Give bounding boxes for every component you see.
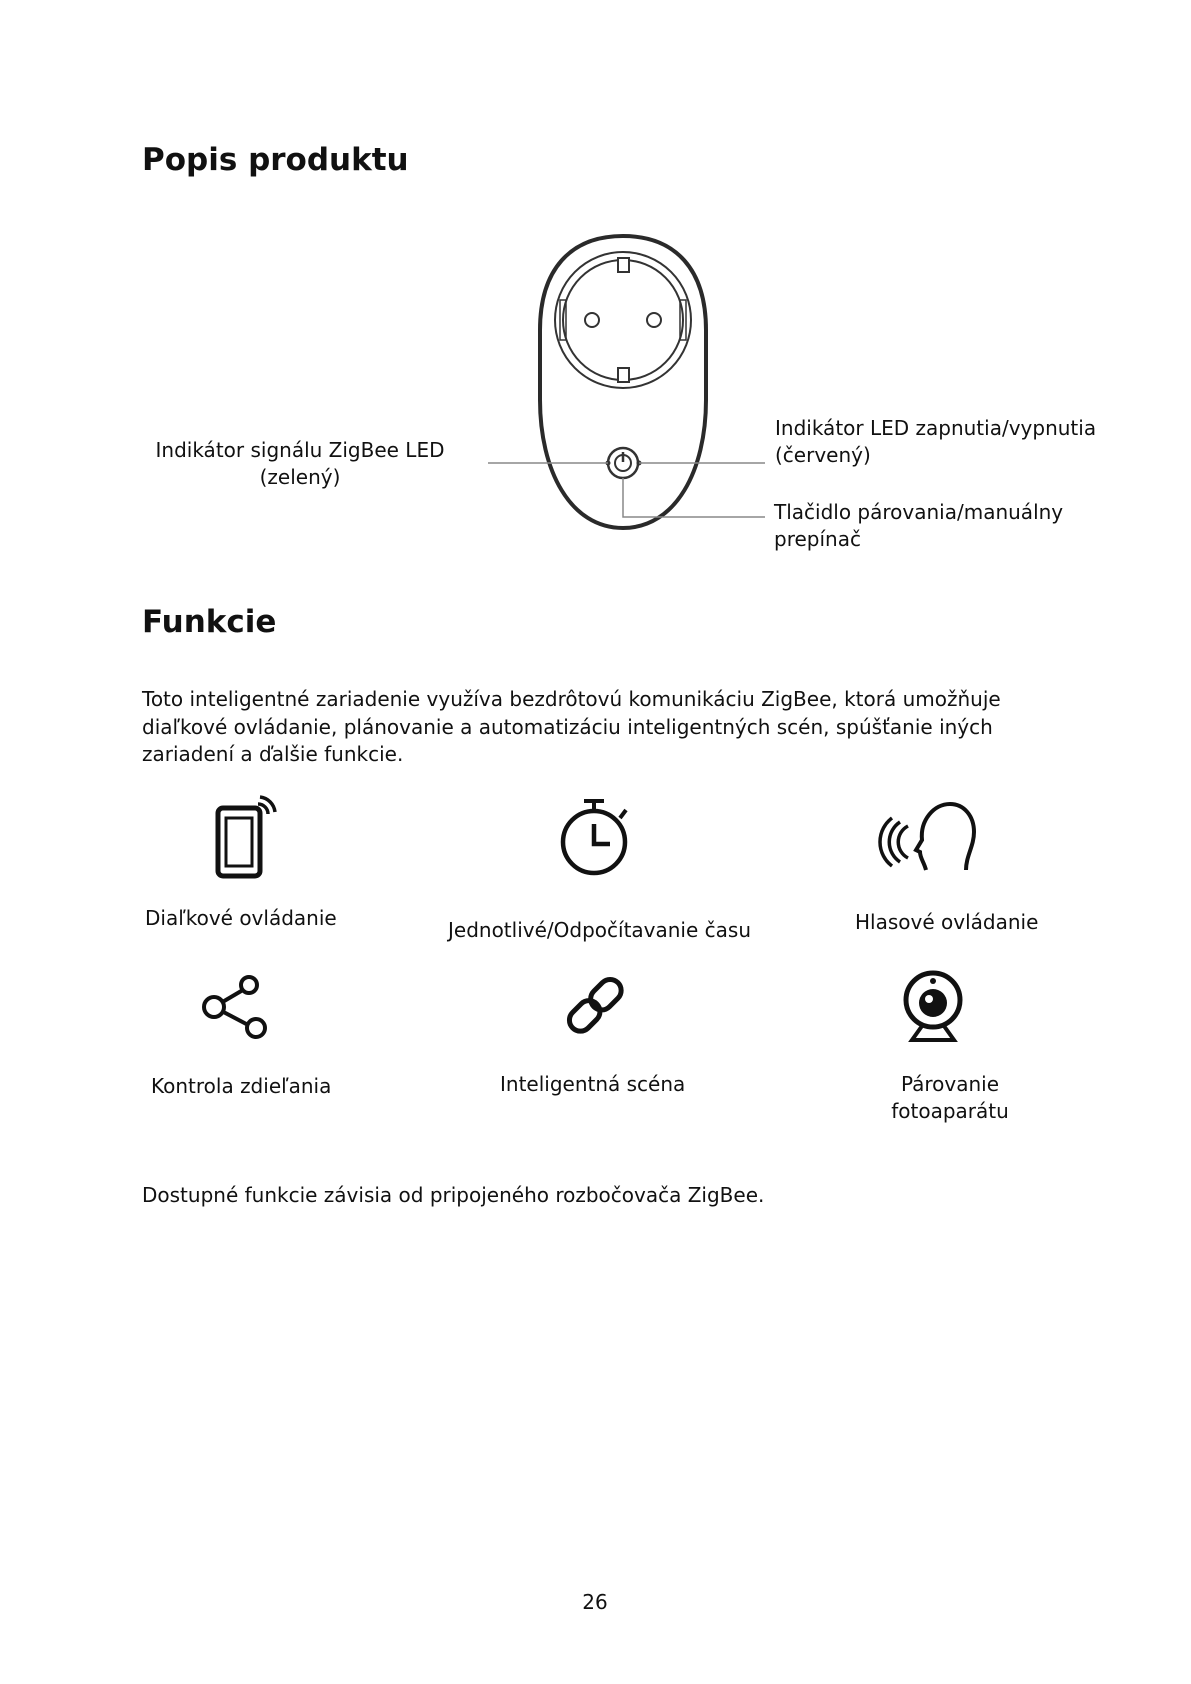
link-icon: [564, 974, 628, 1038]
stopwatch-icon: [560, 796, 632, 876]
feature-label-smart-scene: Inteligentná scéna: [500, 1072, 686, 1096]
page-number: 26: [582, 1590, 608, 1614]
feature-label-remote-control: Diaľkové ovládanie: [145, 906, 337, 930]
feature-label-camera-pairing: Párovanie fotoaparátu: [891, 1072, 1009, 1123]
feature-label-timer: Jednotlivé/Odpočítavanie času: [448, 918, 751, 942]
label-pairing-button: Tlačidlo párovania/manuálny prepínač: [774, 500, 1064, 551]
feature-label-voice-control: Hlasové ovládanie: [855, 910, 1039, 934]
functions-intro: Toto inteligentné zariadenie využíva bezdrôtovú komunikáciu ZigBee, ktorá umožňuje diaľkové ovládanie, plánovanie a automatizáciu inteligentných scén, spúšťanie iných zariadení a ďalšie funkcie.: [142, 687, 1001, 766]
section-title-product-description: Popis produktu: [142, 142, 409, 178]
label-zigbee-led: Indikátor signálu ZigBee LED (zelený): [155, 438, 445, 489]
share-icon: [200, 974, 270, 1040]
camera-icon: [898, 968, 968, 1044]
section-title-functions: Funkcie: [142, 604, 277, 640]
functions-footnote: Dostupné funkcie závisia od pripojeného rozbočovača ZigBee.: [142, 1183, 765, 1207]
voice-icon: [886, 800, 976, 876]
label-power-led: Indikátor LED zapnutia/vypnutia (červený): [775, 416, 1097, 467]
phone-signal-icon: [214, 796, 278, 880]
feature-label-share-control: Kontrola zdieľania: [151, 1074, 332, 1098]
